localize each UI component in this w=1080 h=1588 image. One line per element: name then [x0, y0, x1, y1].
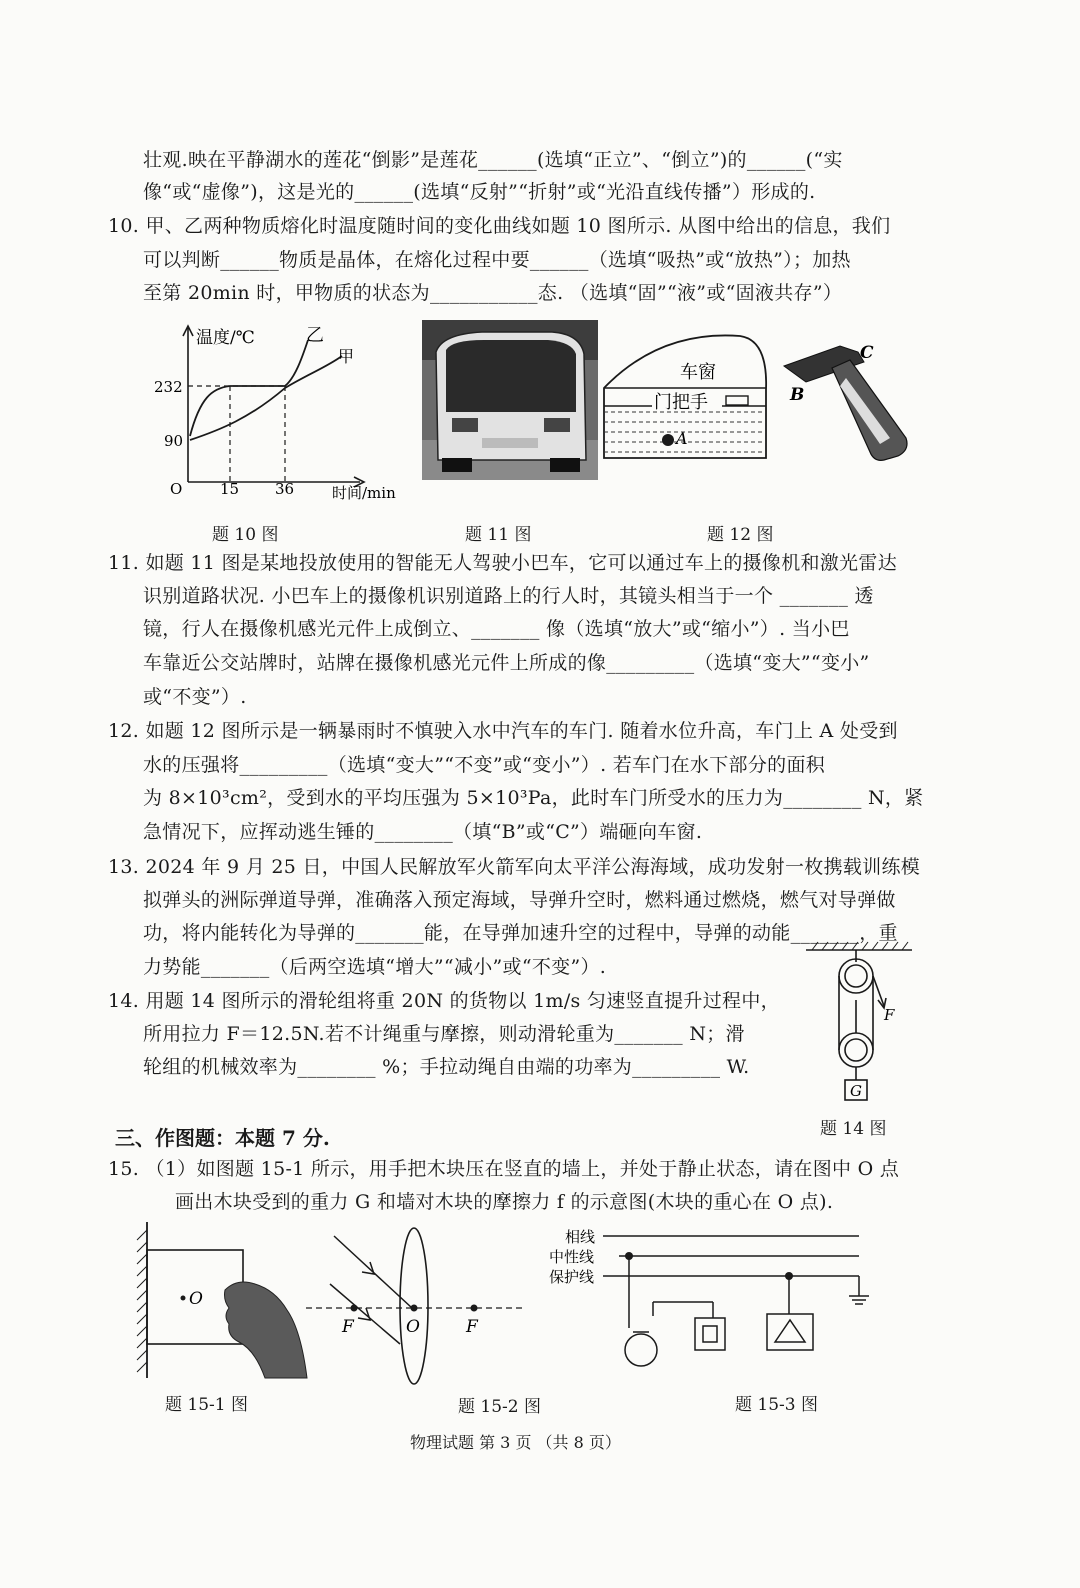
text-line: 镜，行人在摄像机感光元件上成倒立、_______ 像（选填“放大”或“缩小”）. 当小巴: [143, 618, 850, 640]
text-line: 识别道路状况. 小巴车上的摄像机识别道路上的行人时，其镜头相当于一个 _______ 透: [143, 585, 874, 607]
text-line: 水的压强将_________（选填“变大”“不变”或“变小”）. 若车门在水下部分的面积: [143, 754, 826, 776]
text-line: 力势能_______（后两空选填“增大”“减小”或“不变”）.: [143, 956, 607, 978]
caption-fig10: 题 10 图: [212, 525, 279, 545]
xtick-36: 36: [275, 480, 295, 498]
figure-12-escape-hammer: [780, 338, 920, 468]
page-footer: 物理试题 第 3 页 （共 8 页）: [410, 1433, 621, 1452]
text-line: 急情况下，应挥动逃生锤的________（填“B”或“C”）端砸向车窗.: [143, 821, 703, 843]
question-12: 12. 如题 12 图所示是一辆暴雨时不慎驶入水中汽车的车门. 随着水位升高，车门上 A 处受到: [108, 720, 898, 742]
question-14: 14. 用题 14 图所示的滑轮组将重 20N 的货物以 1m/s 匀速竖直提升过程中，: [108, 990, 780, 1012]
text-line: 画出木块受到的重力 G 和墙对木块的摩擦力 f 的示意图(木块的重心在 O 点).: [175, 1191, 834, 1213]
hammer-end-c: C: [860, 343, 874, 363]
xtick-15: 15: [220, 480, 240, 498]
text-line: 拟弹头的洲际弹道导弹，准确落入预定海域，导弹升空时，燃料通过燃烧，燃气对导弹做: [143, 889, 896, 911]
ground-wire-label: 保护线: [549, 1268, 595, 1286]
figure-10-graph: [150, 318, 420, 508]
caption-fig15-1: 题 15-1 图: [165, 1395, 248, 1415]
text-line: 可以判断______物质是晶体，在熔化过程中要______（选填“吸热”或“放热”）；加热: [143, 249, 851, 271]
question-11: 11. 如题 11 图是某地投放使用的智能无人驾驶小巴车，它可以通过车上的摄像机和激光雷达: [108, 552, 898, 574]
ytick-232: 232: [154, 378, 183, 396]
figure-15-2-lens: [300, 1218, 530, 1388]
text-line: 车靠近公交站牌时，站牌在摄像机感光元件上所成的像_________（选填“变大”“变小”: [143, 652, 870, 674]
neutral-wire-label: 中性线: [549, 1248, 595, 1266]
section-title: 三、作图题：本题 7 分.: [115, 1126, 330, 1150]
hammer-end-b: B: [790, 385, 805, 405]
graph-ylabel: 温度/℃: [196, 328, 255, 348]
text-line: 为 8×10³cm²，受到水的平均压强为 5×10³Pa，此时车门所受水的压力为________ N，紧: [143, 787, 924, 809]
figure-11-bus-photo: [422, 320, 598, 480]
car-window-label: 车窗: [680, 362, 716, 383]
point-o-label: O: [189, 1289, 203, 1309]
text-line: 功，将内能转化为导弹的_______能，在导弹加速升空的过程中，导弹的动能_______，重: [143, 922, 898, 944]
caption-fig11: 题 11 图: [465, 525, 532, 545]
force-f-label: F: [884, 1006, 895, 1024]
curve-label-yi: 乙: [306, 325, 324, 346]
figure-12-car-door: [600, 330, 770, 460]
ytick-90: 90: [164, 432, 184, 450]
text-line: 所用拉力 F＝12.5N.若不计绳重与摩擦，则动滑轮重为_______ N；滑: [143, 1023, 745, 1045]
text-line: 至第 20min 时，甲物质的状态为___________态. （选填“固”“液”或“固液共存”）: [143, 282, 843, 304]
focus-left-label: F: [342, 1317, 354, 1337]
point-a-label: A: [676, 429, 688, 448]
curve-label-jia: 甲: [338, 347, 355, 366]
graph-xlabel: 时间/min: [332, 484, 396, 502]
live-wire-label: 相线: [565, 1228, 596, 1246]
question-10: 10. 甲、乙两种物质熔化时温度随时间的变化曲线如题 10 图所示. 从图中给出的信息，我们: [108, 215, 891, 237]
question-15: 15. （1）如图题 15-1 所示，用手把木块压在竖直的墙上，并处于静止状态，请在图中 O 点: [108, 1158, 900, 1180]
caption-fig15-2: 题 15-2 图: [458, 1397, 541, 1417]
text-line: 或“不变”）.: [143, 686, 247, 708]
figure-15-1-wall-block: [125, 1220, 315, 1380]
caption-fig12: 题 12 图: [707, 525, 774, 545]
figure-14-pulley: [800, 940, 920, 1110]
caption-fig14: 题 14 图: [820, 1119, 887, 1139]
figure-15-3-circuit: [545, 1222, 885, 1382]
door-handle-label: 门把手: [654, 392, 708, 413]
text-line: 壮观.映在平静湖水的莲花“倒影”是莲花______(选填“正立”、“倒立”)的______(“实: [143, 149, 843, 171]
question-13: 13. 2024 年 9 月 25 日，中国人民解放军火箭军向太平洋公海海域，成功发射一枚携载训练模: [108, 856, 921, 878]
caption-fig15-3: 题 15-3 图: [735, 1395, 818, 1415]
focus-right-label: F: [466, 1317, 478, 1337]
text-line: 轮组的机械效率为________ %；手拉动绳自由端的功率为_________ W.: [143, 1056, 750, 1078]
text-line: 像“或“虚像”)，这是光的______(选填“反射”“折射”或“光沿直线传播”）形成的.: [143, 181, 816, 203]
origin-label: O: [170, 480, 183, 498]
weight-g-label: G: [850, 1082, 862, 1100]
lens-center-label: O: [406, 1317, 420, 1337]
